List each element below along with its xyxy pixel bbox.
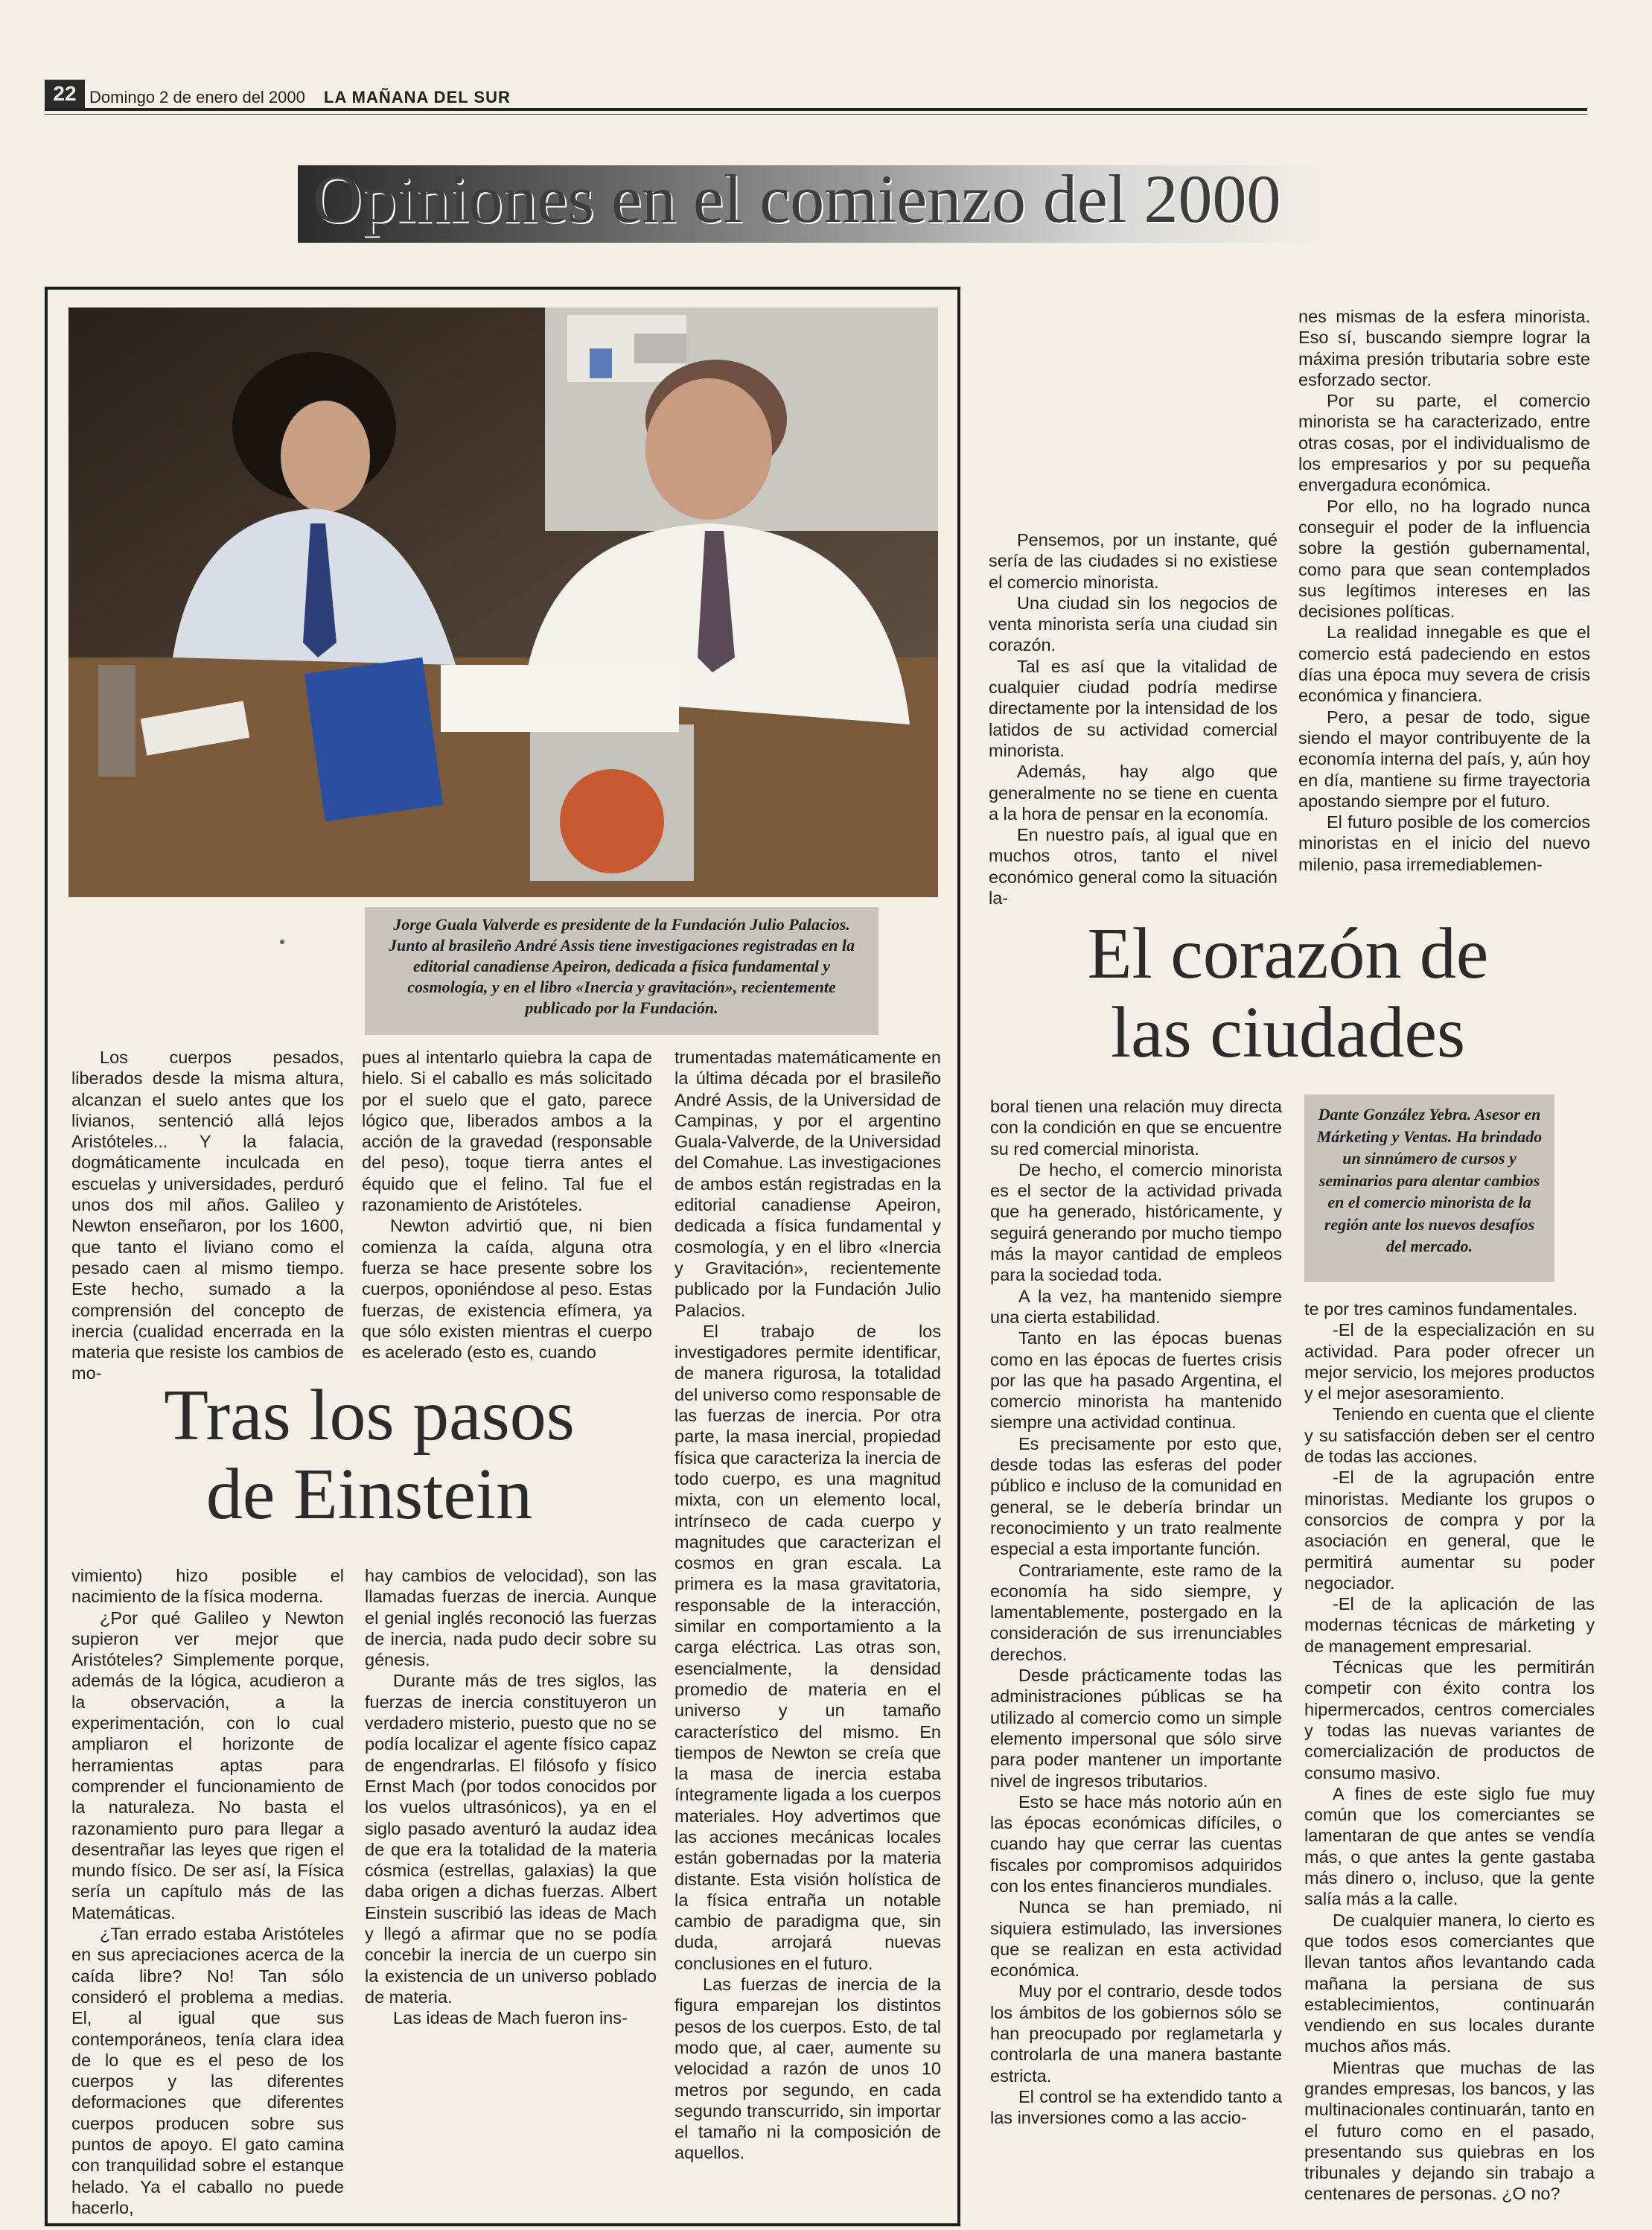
print-speck bbox=[280, 940, 284, 944]
paragraph: ¿Por qué Galileo y Newton supieron ver mejor que Aristóteles? Simplemente porque, además de la lógica, acudieron a la observación, a la experimentación, con lo cual ampliaron el horizonte de herramientas aptas para comprender el funcionamiento de la naturaleza. No basta el razonamiento puro para llegar a desentrañar las leyes que rigen el mundo físico. De ser así, la Física sería un capítulo más de las Matemáticas. bbox=[71, 1608, 344, 1922]
article2-column5-top bbox=[1298, 306, 1590, 875]
paragraph: Los cuerpos pesados, liberados desde la misma altura, alcanzan el suelo antes que los livianos, sentenció allá lejos Aristóteles... Y la falacia, dogmáticamente inculcada en escuelas y universidades, perduró unos dos mil años. Galileo y Newton enseñaron, por los 1600, que tanto el liviano como el pesado caen al mismo tiempo. Este hecho, sumado a la comprensión del concepto de inercia (cualidad encerrada en la materia que resiste los cambios de mo- bbox=[71, 1048, 344, 1383]
paragraph: Una ciudad sin los negocios de venta minorista sería una ciudad sin corazón. bbox=[989, 593, 1278, 655]
photo-caption: Jorge Guala Valverde es presidente de la Fundación Julio Palacios. Junto al brasileño André Assis tiene investigaciones registradas en la editorial canadiense Apeiron, dedicada a física fundamental y cosmología, y en el libro «Inercia y gravitación», recientemente publicado por la Fundación. bbox=[365, 907, 878, 1035]
paragraph: El futuro posible de los comercios minoristas en el inicio del nuevo milenio, pasa irremediablemen- bbox=[1298, 812, 1590, 874]
paragraph: Contrariamente, este ramo de la economía ha sido siempre, y lamentablemente, postergado en la consideración de sus irrenunciables derechos. bbox=[990, 1560, 1282, 1664]
paragraph: Por ello, no ha logrado nunca conseguir el poder de la influencia sobre la gestión gubernamental, como para que sean contemplados sus legítimos intereses en las decisiones políticas. bbox=[1298, 496, 1590, 622]
paragraph: A la vez, ha mantenido siempre una cierta estabilidad. bbox=[990, 1286, 1282, 1327]
photo-two-men-with-books bbox=[68, 308, 938, 897]
paragraph: Tal es así que la vitalidad de cualquier ciudad podría medirse directamente por la intensidad de los latidos de su actividad comercial minorista. bbox=[989, 656, 1278, 760]
paragraph: Teniendo en cuenta que el cliente y su satisfacción deben ser el centro de todas las acciones. bbox=[1304, 1404, 1595, 1467]
paragraph: Newton advirtió que, ni bien comienza la caída, alguna otra fuerza se hace presente sobre los cuerpos, oponiéndose al peso. Estas fuerzas, de existencia efímera, ya que sólo existen mientras el cuerpo es acelerado (esto es, cuando bbox=[362, 1216, 652, 1363]
section-title: Opiniones en el comienzo del 2000 bbox=[313, 161, 1281, 237]
paragraph: Las ideas de Mach fueron ins- bbox=[393, 2008, 628, 2028]
paragraph: trumentadas matemáticamente en la última década por el brasileño André Assis, de la Universidad de Campinas, y por el argentino Guala-Valverde, de la Universidad del Comahue. Las investigaciones de ambos están registradas en la editorial canadiense Apeiron, dedicada a física fundamental y cosmología, y en el libro «Inercia y Gravitación», recientemente publicado por la Fundación Julio Palacios. bbox=[674, 1048, 941, 1320]
paragraph: -El de la aplicación de las modernas técnicas de márketing y de management empresarial. bbox=[1304, 1594, 1595, 1656]
paragraph: nes mismas de la esfera minorista. Eso sí, buscando siempre lograr la máxima presión tributaria sobre este esforzado sector. bbox=[1298, 307, 1590, 389]
page-number: 22 bbox=[45, 80, 85, 108]
article2-column5-bottom bbox=[1304, 1299, 1595, 2205]
paragraph: Pero, a pesar de todo, sigue siendo el mayor contribuyente de la economía interna del país, y, aún hoy en día, mantiene su firme trayectoria apostando siempre por el futuro. bbox=[1298, 707, 1590, 811]
paragraph: Es precisamente por esto que, desde todas las esferas del poder público e incluso de la comunidad en general, se le debería brindar un reconocimiento y un trato realmente especial a esta importante función. bbox=[990, 1433, 1282, 1559]
paragraph: De hecho, el comercio minorista es el sector de la actividad privada que ha generado, históricamente, y seguirá generando por mucho tiempo más la mayor cantidad de empleos para la sociedad toda. bbox=[990, 1159, 1282, 1285]
paragraph: te por tres caminos fundamentales. bbox=[1304, 1299, 1578, 1319]
paragraph: De cualquier manera, lo cierto es que todos esos comerciantes que llevan tantos años levantando cada mañana la persiana de sus establecimientos, continuarán vendiendo en sus locales durante muchos años más. bbox=[1304, 1910, 1595, 2057]
paragraph: En nuestro país, al igual que en muchos otros, tanto el nivel económico general como la situación la- bbox=[989, 825, 1278, 908]
paragraph: boral tienen una relación muy directa con la condición en que se encuentre su red comercial minorista. bbox=[990, 1097, 1282, 1159]
paragraph: El control se ha extendido tanto a las inversiones como a las accio- bbox=[990, 2086, 1282, 2128]
issue-date: Domingo 2 de enero del 2000 bbox=[89, 88, 305, 106]
article1-headline bbox=[71, 1376, 667, 1534]
article2-headline bbox=[983, 914, 1593, 1072]
header-rule-thin bbox=[45, 114, 1587, 115]
paragraph: Esto se hace más notorio aún en las épocas económicas difíciles, o cuando hay que cerrar las cuentas fiscales por compromisos adquiridos con los entes financieros mundiales. bbox=[990, 1791, 1282, 1896]
headline-line: Tras los pasos bbox=[164, 1375, 575, 1456]
headline-line: las ciudades bbox=[1110, 993, 1466, 1073]
newspaper-name: LA MAÑANA DEL SUR bbox=[324, 88, 511, 106]
paragraph: Tanto en las épocas buenas como en las épocas de fuertes crisis por las que ha pasado Argentina, el comercio minorista ha mantenido siempre una actividad continua. bbox=[990, 1328, 1282, 1433]
paragraph: Mientras que muchas de las grandes empresas, los bancos, y las multinacionales continuarán, tanto en el futuro como en el pasado, presentando sus quiebras en los tribunales y dejando sin trabajo a centenares de personas. ¿O no? bbox=[1304, 2057, 1595, 2204]
paragraph: Desde prácticamente todas las administraciones públicas se ha utilizado al comercio como un simple elemento impersonal que sólo sirve para poder mantener un importante nivel de ingresos tributarios. bbox=[990, 1666, 1282, 1791]
paragraph: A fines de este siglo fue muy común que los comerciantes se lamentaran de que antes se vendía más, o que antes la gente gastaba más dinero o, incluso, que la gente salía más a la calle. bbox=[1304, 1783, 1595, 1909]
paragraph: ¿Tan errado estaba Aristóteles en sus apreciaciones acerca de la caída libre? No! Tan sólo consideró el problema a medias. El, al igual que sus contemporáneos, tenía clara idea de lo que es el peso de los cuerpos y las diferentes deformaciones que diferentes cuerpos producen sobre sus puntos de apoyo. El gato camina con tranquilidad sobre el estanque helado. Ya el caballo no puede hacerlo, bbox=[71, 1924, 344, 2217]
article2-column4-top bbox=[989, 529, 1278, 908]
header-rule bbox=[45, 108, 1587, 111]
paragraph: -El de la agrupación entre minoristas. Mediante los grupos o consorcios de compra y por la asociación en general, que le permitirá aumentar su poder negociador. bbox=[1304, 1468, 1595, 1593]
headline-line: de Einstein bbox=[205, 1454, 533, 1535]
article1-column3 bbox=[674, 1047, 941, 2164]
article-photo bbox=[68, 308, 938, 897]
paragraph: Las fuerzas de inercia de la figura emparejan los distintos pesos de los cuerpos. Esto, de tal modo que, al caer, aumente su velocidad a razón de unos 10 metros por segundo, en cada segundo transcurrido, sin importar el tamaño ni la composición de aquellos. bbox=[674, 1975, 941, 2163]
paragraph: Por su parte, el comercio minorista se ha caracterizado, entre otras cosas, por el individualismo de los empresarios y por su pequeña envergadura económica. bbox=[1298, 391, 1590, 495]
paragraph: pues al intentarlo quiebra la capa de hielo. Si el caballo es más solicitado por el suelo que el gato, parece lógico que, liberados ambos a la acción de la gravedad (responsable del peso), toque tierra antes el équido que el felino. Tal fue el razonamiento de Aristóteles. bbox=[362, 1048, 652, 1215]
paragraph: La realidad innegable es que el comercio está padeciendo en estos días una época muy severa de crisis económica y financiera. bbox=[1298, 622, 1590, 706]
article2-column4-bottom bbox=[990, 1096, 1282, 2129]
paragraph: Durante más de tres siglos, las fuerzas de inercia constituyeron un verdadero misterio, puesto que no se podía localizar el agente físico capaz de engendrarlas. El filósofo y físico Ernst Mach (por todos conocidos por los vuelos ultrasónicos), ya en el siglo pasado aventuró la audaz idea de que era la totalidad de la materia cósmica (estrellas, galaxias) la que daba origen a dichas fuerzas. Albert Einstein suscribió las ideas de Mach y llegó a afirmar que no se podía concebir la inercia de un cuerpo sin la existencia de un universo poblado de materia. bbox=[365, 1671, 657, 2007]
headline-line: El corazón de bbox=[1087, 914, 1489, 994]
paragraph: Técnicas que les permitirán competir con éxito contra los hipermercados, centros comerciales y todas las nuevas variantes de comercialización de productos de consumo masivo. bbox=[1304, 1657, 1595, 1783]
article1-column2-bottom bbox=[365, 1565, 657, 2029]
paragraph: Pensemos, por un instante, qué sería de las ciudades si no existiese el comercio minorista. bbox=[989, 530, 1278, 592]
article1-column1-top bbox=[71, 1047, 344, 1384]
paragraph: hay cambios de velocidad), son las llamadas fuerzas de inercia. Aunque el genial inglés reconoció las fuerzas de inercia, nada pudo decir sobre su génesis. bbox=[365, 1566, 657, 1670]
paragraph: -El de la especialización en su actividad. Para poder ofrecer un mejor servicio, los mejores productos y el mejor asesoramiento. bbox=[1304, 1320, 1595, 1404]
article1-column1-bottom bbox=[71, 1565, 344, 2218]
paragraph: El trabajo de los investigadores permite identificar, de manera rigurosa, la totalidad del universo como responsable de las fuerzas de inercia. Por otra parte, la masa inercial, propiedad física que caracteriza la inercia de todo cuerpo, es una magnitud mixta, con un elemento local, intrínseco de cada cuerpo y magnitudes que caracterizan el cosmos en gran escala. La primera es la masa gravitatoria, responsable de la interacción, similar en comportamiento a la carga eléctrica. Las otras son, esencialmente, la densidad promedio de materia en el universo y un tamaño característico del mismo. En tiempos de Newton se creía que la masa de inercia estaba íntegramente ligada a los cuerpos materiales. Hoy advertimos que las acciones mecánicas locales están gobernadas por la materia distante. Esta visión holística de la física entraña un notable cambio de paradigma que, sin duda, arrojará nuevas conclusiones en el futuro. bbox=[674, 1321, 941, 1973]
paragraph: Además, hay algo que generalmente no se tiene en cuenta a la hora de pensar en la economía. bbox=[989, 762, 1278, 823]
paragraph: Muy por el contrario, desde todos los ámbitos de los gobiernos sólo se han preocupado por reglametarla y controlarla de una manera bastante estricta. bbox=[990, 1981, 1282, 2086]
paragraph: vimiento) hizo posible el nacimiento de la física moderna. bbox=[71, 1566, 344, 1607]
author-caption: Dante González Yebra. Asesor en Márketing y Ventas. Ha brindado un sinnúmero de cursos y seminarios para alentar cambios en el comercio minorista de la región ante los nuevos desafíos del mercado. bbox=[1304, 1095, 1554, 1282]
article1-column2-top bbox=[362, 1047, 652, 1363]
paragraph: Nunca se han premiado, ni siquiera estimulado, las inversiones que se realizan en esta actividad económica. bbox=[990, 1897, 1282, 1981]
